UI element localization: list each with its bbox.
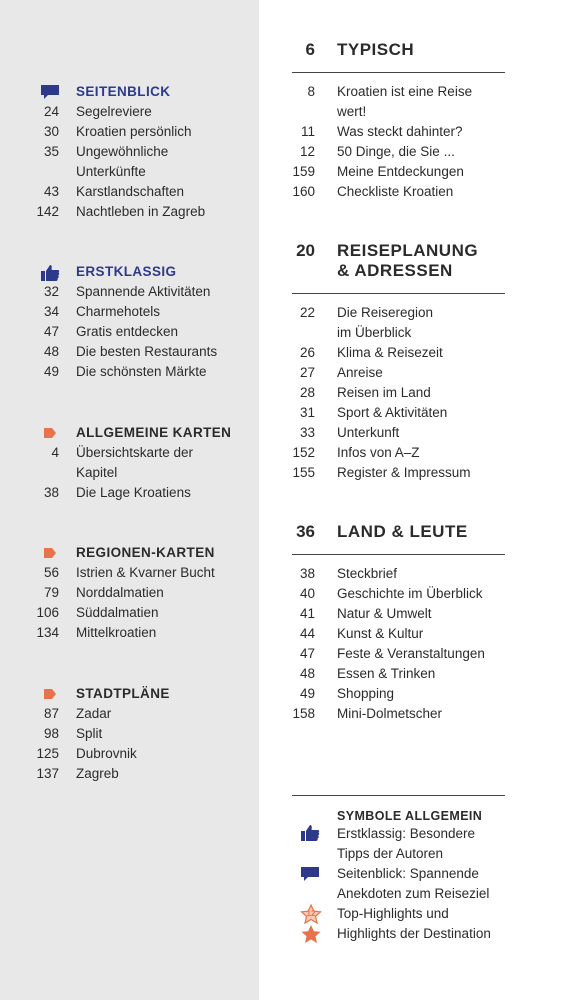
legend-text: Seitenblick: Spannende Anekdoten zum Reiseziel bbox=[337, 866, 490, 901]
thumbs-up-icon bbox=[300, 824, 322, 844]
badge-number: 12 bbox=[306, 909, 316, 918]
page-number: 79 bbox=[43, 585, 59, 600]
chapter-number: 6 bbox=[305, 40, 315, 59]
entry-label[interactable]: Register & Impressum bbox=[337, 465, 471, 480]
section-title: REGIONEN-KARTEN bbox=[76, 545, 215, 560]
entry-label: Süddalmatien bbox=[76, 605, 159, 620]
entry-label: Dubrovnik bbox=[76, 746, 137, 761]
entry-label[interactable]: Infos von A–Z bbox=[337, 445, 420, 460]
entry-label: Segelreviere bbox=[76, 104, 152, 119]
page-number: 40 bbox=[299, 586, 315, 601]
page-number: 47 bbox=[43, 324, 59, 339]
page-number: 47 bbox=[299, 646, 315, 661]
entry-label[interactable]: Reisen im Land bbox=[337, 385, 431, 400]
page-number: 152 bbox=[292, 445, 315, 460]
section-title: SEITENBLICK bbox=[76, 84, 171, 99]
star-badge-icon bbox=[300, 904, 322, 924]
page-number: 134 bbox=[36, 625, 59, 640]
page-number: 87 bbox=[43, 706, 59, 721]
section-title: ALLGEMEINE KARTEN bbox=[76, 425, 232, 440]
page-number: 158 bbox=[292, 706, 315, 721]
page-number: 160 bbox=[292, 184, 315, 199]
entry-label: Zagreb bbox=[76, 766, 119, 781]
entry-label[interactable]: Geschichte im Überblick bbox=[337, 586, 483, 601]
entry-label: Ungewöhnliche Unterkünfte bbox=[76, 144, 169, 179]
entry-label[interactable]: Checkliste Kroatien bbox=[337, 184, 454, 199]
entry-label[interactable]: Was steckt dahinter? bbox=[337, 124, 463, 139]
page-number: 155 bbox=[292, 465, 315, 480]
page-number: 35 bbox=[43, 144, 59, 159]
page-number: 43 bbox=[43, 184, 59, 199]
entry-label[interactable]: Unterkunft bbox=[337, 425, 400, 440]
page-number: 125 bbox=[36, 746, 59, 761]
page-number: 34 bbox=[43, 304, 59, 319]
entry-label[interactable]: Natur & Umwelt bbox=[337, 606, 432, 621]
entry-label[interactable]: Steckbrief bbox=[337, 566, 398, 581]
entry-label[interactable]: Klima & Reisezeit bbox=[337, 345, 443, 360]
page-number: 8 bbox=[307, 84, 315, 99]
entry-label[interactable]: Meine Entdeckungen bbox=[337, 164, 464, 179]
entry-label: Charmehotels bbox=[76, 304, 161, 319]
divider bbox=[292, 72, 505, 73]
legend-title: SYMBOLE ALLGEMEIN bbox=[337, 809, 483, 823]
entry-label: Zadar bbox=[76, 706, 112, 721]
star-icon bbox=[300, 924, 322, 944]
chapter-number: 20 bbox=[296, 241, 315, 260]
page-number: 12 bbox=[299, 144, 315, 159]
legend-text: Erstklassig: Besondere Tipps der Autoren bbox=[337, 826, 476, 861]
entry-label: Istrien & Kvarner Bucht bbox=[76, 565, 215, 580]
page-number: 38 bbox=[299, 566, 315, 581]
tag-arrow-icon bbox=[40, 545, 60, 561]
entry-label[interactable]: Kunst & Kultur bbox=[337, 626, 424, 641]
entry-label[interactable]: 50 Dinge, die Sie ... bbox=[337, 144, 455, 159]
page-number: 106 bbox=[36, 605, 59, 620]
divider bbox=[292, 795, 505, 796]
page-number: 26 bbox=[299, 345, 315, 360]
entry-label[interactable]: Kroatien ist eine Reise wert! bbox=[337, 84, 473, 119]
legend-text: Top-Highlights und bbox=[337, 906, 449, 921]
page-number: 4 bbox=[51, 445, 59, 460]
page-number: 49 bbox=[43, 364, 59, 379]
entry-label[interactable]: Shopping bbox=[337, 686, 395, 701]
entry-label: Split bbox=[76, 726, 103, 741]
chapter-title: REISEPLANUNG & ADRESSEN bbox=[337, 241, 479, 280]
page-number: 24 bbox=[43, 104, 59, 119]
entry-label: Die besten Restaurants bbox=[76, 344, 218, 359]
entry-label[interactable]: Sport & Aktivitäten bbox=[337, 405, 448, 420]
page-number: 11 bbox=[300, 124, 315, 139]
page-number: 44 bbox=[299, 626, 315, 641]
section-title: ERSTKLASSIG bbox=[76, 264, 177, 279]
entry-label: Kroatien persönlich bbox=[76, 124, 192, 139]
entry-label[interactable]: Anreise bbox=[337, 365, 383, 380]
entry-label: Karstlandschaften bbox=[76, 184, 185, 199]
page-number: 30 bbox=[43, 124, 59, 139]
page-number: 137 bbox=[36, 766, 59, 781]
chapter-title: TYPISCH bbox=[337, 40, 415, 59]
entry-label: Übersichtskarte der Kapitel bbox=[76, 445, 194, 480]
page-number: 56 bbox=[43, 565, 59, 580]
entry-label: Mittelkroatien bbox=[76, 625, 157, 640]
chapter-number: 36 bbox=[296, 522, 315, 541]
page-number: 159 bbox=[292, 164, 315, 179]
entry-label: Die Lage Kroatiens bbox=[76, 485, 191, 500]
entry-label: Norddalmatien bbox=[76, 585, 164, 600]
page-number: 38 bbox=[43, 485, 59, 500]
speech-bubble-icon bbox=[40, 84, 60, 100]
page-number: 142 bbox=[36, 204, 59, 219]
entry-label: Nachtleben in Zagreb bbox=[76, 204, 206, 219]
page-number: 28 bbox=[299, 385, 315, 400]
page-number: 48 bbox=[43, 344, 59, 359]
tag-arrow-icon bbox=[40, 686, 60, 702]
chapter-title: LAND & LEUTE bbox=[337, 522, 468, 541]
entry-label[interactable]: Die Reiseregion im Überblick bbox=[337, 305, 434, 340]
page-number: 48 bbox=[299, 666, 315, 681]
tag-arrow-icon bbox=[40, 425, 60, 441]
thumbs-up-icon bbox=[40, 264, 60, 280]
divider bbox=[292, 554, 505, 555]
entry-label[interactable]: Mini-Dolmetscher bbox=[337, 706, 443, 721]
page-number: 33 bbox=[299, 425, 315, 440]
entry-label[interactable]: Feste & Veranstaltungen bbox=[337, 646, 485, 661]
entry-label: Die schönsten Märkte bbox=[76, 364, 207, 379]
page-number: 27 bbox=[299, 365, 315, 380]
entry-label: Spannende Aktivitäten bbox=[76, 284, 211, 299]
speech-bubble-icon bbox=[300, 866, 322, 886]
divider bbox=[292, 293, 505, 294]
legend-text: Highlights der Destination bbox=[337, 926, 491, 941]
entry-label[interactable]: Essen & Trinken bbox=[337, 666, 436, 681]
entry-label: Gratis entdecken bbox=[76, 324, 179, 339]
page-number: 32 bbox=[43, 284, 59, 299]
page-number: 98 bbox=[43, 726, 59, 741]
page-number: 49 bbox=[299, 686, 315, 701]
page-number: 41 bbox=[299, 606, 315, 621]
page-number: 22 bbox=[299, 305, 315, 320]
section-title: STADTPLÄNE bbox=[76, 686, 170, 701]
page-number: 31 bbox=[299, 405, 315, 420]
